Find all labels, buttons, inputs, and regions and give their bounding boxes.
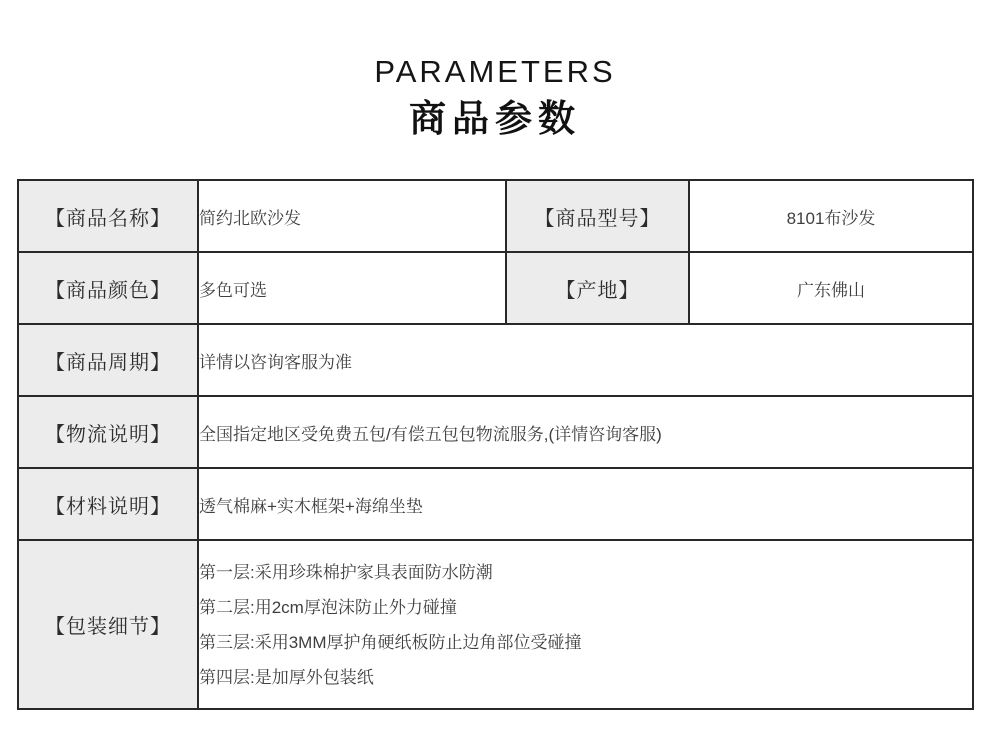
param-value-origin: 广东佛山: [689, 252, 973, 324]
param-label-packaging: 【包装细节】: [18, 540, 198, 709]
param-label-product-color: 【商品颜色】: [18, 252, 198, 324]
packaging-line-3: 第三层:采用3MM厚护角硬纸板防止边角部位受碰撞: [199, 632, 582, 652]
param-value-material: 透气棉麻+实木框架+海绵坐垫: [198, 468, 973, 540]
packaging-line-4: 第四层:是加厚外包装纸: [199, 667, 374, 687]
param-label-material: 【材料说明】: [18, 468, 198, 540]
param-value-packaging: [198, 540, 973, 709]
param-value-product-cycle: 详情以咨询客服为准: [198, 324, 973, 396]
param-label-model: 【商品型号】: [506, 180, 689, 252]
param-value-product-name: 简约北欧沙发: [198, 180, 506, 252]
page-title-zh: 商品参数: [409, 98, 581, 139]
page-header: [0, 0, 990, 140]
param-value-model: 8101布沙发: [689, 180, 973, 252]
table-row-logistics: [18, 396, 973, 468]
param-label-product-cycle: 【商品周期】: [18, 324, 198, 396]
page-title-en: PARAMETERS: [374, 54, 616, 89]
param-label-origin: 【产地】: [506, 252, 689, 324]
param-value-logistics: 全国指定地区受免费五包/有偿五包包物流服务,(详情咨询客服): [198, 396, 973, 468]
table-row-product-name: [18, 180, 973, 252]
param-label-product-name: 【商品名称】: [18, 180, 198, 252]
table-row-product-color: [18, 252, 973, 324]
param-label-logistics: 【物流说明】: [18, 396, 198, 468]
param-value-product-color: 多色可选: [198, 252, 506, 324]
parameters-table: [17, 179, 974, 710]
packaging-line-1: 第一层:采用珍珠棉护家具表面防水防潮: [199, 562, 493, 582]
table-row-packaging: [18, 540, 973, 709]
table-row-product-cycle: [18, 324, 973, 396]
table-row-material: [18, 468, 973, 540]
packaging-line-2: 第二层:用2cm厚泡沫防止外力碰撞: [199, 597, 457, 617]
